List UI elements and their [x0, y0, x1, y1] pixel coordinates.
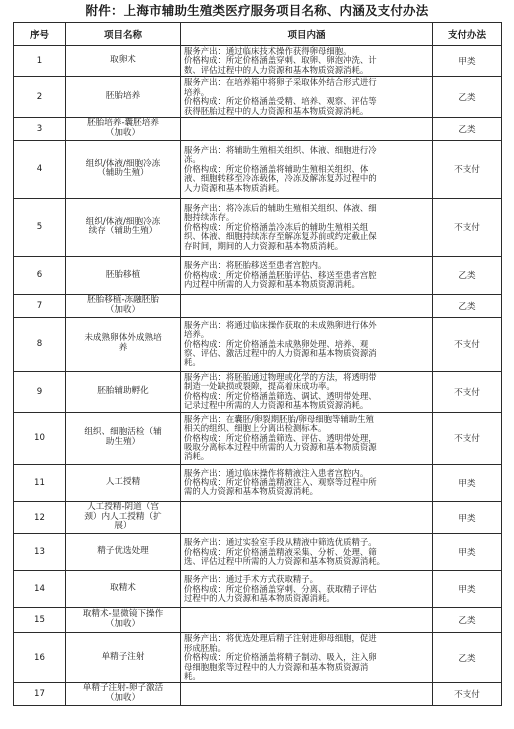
description-line: 服务产出：将辅助生殖相关组织、体液、细胞进行冷 [184, 144, 377, 155]
description-line: 服务产出：通过临床操作将精液注入患者宫腔内。 [184, 467, 369, 478]
item-name [66, 256, 181, 294]
table-row [14, 46, 502, 77]
description-line: 耗。 [184, 357, 201, 368]
description-line: 耗。 [184, 670, 201, 681]
description-line: 服务产出：将胚胎移送至患者宫腔内。 [184, 260, 327, 271]
item-name-line: （加收） [105, 304, 141, 315]
table-row [14, 683, 502, 706]
item-description [181, 256, 433, 294]
item-name [66, 571, 181, 608]
table-row [14, 608, 502, 633]
table-row [14, 633, 502, 683]
item-description [181, 501, 433, 534]
table-row [14, 464, 502, 501]
item-name [66, 118, 181, 141]
description-line: 服务产出：将冷冻后的辅助生殖相关组织、体液、细 [184, 202, 377, 213]
item-description [181, 46, 433, 77]
payment-method: 甲类 [433, 571, 502, 608]
item-name [66, 140, 181, 198]
item-name [66, 294, 181, 317]
row-number: 3 [14, 118, 66, 141]
table-row [14, 198, 502, 256]
row-number: 10 [14, 412, 66, 464]
description-line: 制造一处缺损或裂隙，提高着床成功率。 [184, 381, 335, 392]
description-line: 吸取分离标本过程中所需的人力资源和基本物质资源 [184, 441, 377, 452]
description-line: 服务产出：在培养箱中将卵子采取体外结合形式进行 [184, 77, 377, 88]
payment-method: 不支付 [433, 412, 502, 464]
item-name [66, 683, 181, 706]
item-name-line: （加收） [105, 619, 141, 630]
description-line: 价格构成：所定价格涵盖受精、培养、观察、评估等 [184, 96, 377, 107]
item-name-line: 展） [114, 521, 132, 532]
item-description [181, 317, 433, 371]
description-line: 服务产出：将胚胎通过物理或化学的方法，将透明带 [184, 371, 377, 382]
row-number: 1 [14, 46, 66, 77]
item-name-line: 组织、细胞活检（辅 [84, 427, 162, 438]
description-line: 选、评估过程中所需的人力资源和基本物质资源消耗。 [184, 556, 385, 567]
description-line: 价格构成：所定价格涵盖精液注入、观察等过程中所 [184, 477, 377, 488]
payment-method: 乙类 [433, 77, 502, 118]
header-pay: 支付办法 [433, 23, 502, 46]
row-number: 2 [14, 77, 66, 118]
item-name-line: 胚胎辅助孵化 [97, 385, 149, 396]
description-line: 液、细胞转移至冷冻载体，冷冻及解冻复苏过程中的 [184, 173, 377, 184]
item-name-line: 养 [118, 343, 128, 354]
payment-method: 乙类 [433, 608, 502, 633]
item-name-line: 取卵术 [110, 55, 136, 66]
description-line: 价格构成：所定价格涵盖穿刺、取卵、卵泡冲洗、计 [184, 55, 377, 66]
row-number: 7 [14, 294, 66, 317]
payment-method: 不支付 [433, 198, 502, 256]
description-line: 服务产出：通过实验室手段从精液中筛选优质精子。 [184, 537, 377, 548]
item-description [181, 140, 433, 198]
table-row [14, 77, 502, 118]
description-line: 记录过程中所需的人力资源和基本物质资源消耗。 [184, 400, 369, 411]
item-name-line: 胚胎移植-冻融胚胎 [87, 294, 159, 305]
table-header-row [14, 23, 502, 46]
item-name-line: 续存（辅助生殖） [88, 226, 158, 237]
table-body [14, 46, 502, 706]
payment-method: 乙类 [433, 294, 502, 317]
description-line: 价格构成：所定价格涵盖将精子制动、吸入，注入卵 [184, 652, 377, 663]
header-desc: 项目内涵 [181, 23, 433, 46]
row-number: 13 [14, 534, 66, 571]
table-row [14, 317, 502, 371]
payment-method: 乙类 [433, 633, 502, 683]
table-row [14, 371, 502, 412]
description-line: 价格构成：所定价格涵盖冷冻后的辅助生殖相关组 [184, 221, 369, 232]
item-description [181, 464, 433, 501]
item-name-line: 取精术-显微镜下操作 [82, 609, 164, 620]
item-name-line: 人工授精 [105, 476, 141, 487]
item-description [181, 571, 433, 608]
description-line: 人力资源和基本物质消耗。 [184, 182, 285, 193]
row-number: 9 [14, 371, 66, 412]
row-number: 17 [14, 683, 66, 706]
item-description [181, 118, 433, 141]
row-number: 14 [14, 571, 66, 608]
row-number: 12 [14, 501, 66, 534]
item-name-line: 颈）内人工授精（扩 [84, 511, 162, 522]
item-name-line: 未成熟卵体外成熟培 [84, 333, 162, 344]
item-name [66, 501, 181, 534]
description-line: 母细胞胞浆等过程中的人力资源和基本物质资源消 [184, 661, 369, 672]
item-name [66, 633, 181, 683]
item-description [181, 412, 433, 464]
payment-method: 乙类 [433, 256, 502, 294]
table-row [14, 571, 502, 608]
item-name-line: 组织/体液/细胞冷冻 [85, 158, 161, 169]
description-line: 服务产出：通过手术方式获取精子。 [184, 574, 318, 585]
item-name-line: 单精子注射-卵子激活 [82, 683, 164, 694]
description-line: 胞持续冻存。 [184, 212, 235, 223]
description-line: 服务产出：通过临床技术操作获得卵母细胞。 [184, 46, 352, 56]
payment-method: 不支付 [433, 683, 502, 706]
item-description [181, 294, 433, 317]
item-name [66, 371, 181, 412]
item-description [181, 683, 433, 706]
item-name-line: 精子优选处理 [97, 546, 149, 557]
item-name [66, 608, 181, 633]
item-name [66, 317, 181, 371]
row-number: 16 [14, 633, 66, 683]
header-name: 项目名称 [66, 23, 181, 46]
payment-method: 乙类 [433, 118, 502, 141]
payment-method: 甲类 [433, 464, 502, 501]
description-line: 价格构成：所定价格涵盖穿刺、分离、获取精子评估 [184, 583, 377, 594]
description-line: 内过程中所需的人力资源和基本物质资源消耗。 [184, 279, 360, 290]
description-line: 相关的组织、细胞上分离出检测标本。 [184, 423, 327, 434]
item-description [181, 77, 433, 118]
item-name [66, 46, 181, 77]
item-description [181, 633, 433, 683]
item-name-line: （辅助生殖） [97, 168, 149, 179]
item-description [181, 371, 433, 412]
item-name-line: 胚胎培养 [105, 91, 141, 102]
payment-method: 不支付 [433, 140, 502, 198]
description-line: 价格构成：所定价格涵盖未成熟卵处理、培养、观 [184, 338, 369, 349]
item-name-line: 取精术 [110, 583, 136, 594]
description-line: 冻。 [184, 154, 201, 165]
item-name-line: 胚胎移植 [105, 269, 141, 280]
description-line: 价格构成：所定价格涵盖精液采集、分析、处理、筛 [184, 546, 377, 557]
row-number: 6 [14, 256, 66, 294]
description-line: 服务产出：在囊胚/卵裂期胚胎/卵母细胞等辅助生殖 [184, 413, 374, 424]
description-line: 数、评估过程中的人力资源和基本物质资源消耗。 [184, 64, 369, 75]
item-description [181, 198, 433, 256]
header-no: 序号 [14, 23, 66, 46]
table-row [14, 294, 502, 317]
row-number: 4 [14, 140, 66, 198]
row-number: 5 [14, 198, 66, 256]
description-line: 价格构成：所定价格涵盖筛选、评估、透明带处理， [184, 432, 377, 443]
item-name-line: 胚胎培养-囊胚培养 [87, 118, 159, 129]
item-name-line: 单精子注射 [101, 651, 145, 662]
item-name [66, 534, 181, 571]
item-description [181, 608, 433, 633]
description-line: 价格构成：所定价格涵盖筛选、调试、透明带处理、 [184, 390, 377, 401]
description-line: 服务产出：将优选处理后精子注射进卵母细胞，促进 [184, 633, 377, 644]
table-row [14, 140, 502, 198]
item-name-line: （加收） [105, 128, 141, 139]
item-name [66, 77, 181, 118]
description-line: 培养。 [184, 329, 210, 340]
table-row [14, 412, 502, 464]
document-title: 附件：上海市辅助生殖类医疗服务项目名称、内涵及支付办法 [85, 3, 429, 18]
item-name [66, 412, 181, 464]
item-name [66, 198, 181, 256]
payment-method: 甲类 [433, 46, 502, 77]
description-line: 织、体液、细胞持续冻存至解冻复苏前或约定截止保 [184, 231, 377, 242]
row-number: 8 [14, 317, 66, 371]
row-number: 11 [14, 464, 66, 501]
table-row [14, 256, 502, 294]
item-description [181, 534, 433, 571]
description-line: 消耗。 [184, 451, 210, 462]
description-line: 服务产出：将通过临床操作获取的未成熟卵进行体外 [184, 319, 377, 330]
table-row [14, 118, 502, 141]
description-line: 需的人力资源和基本物质资源消耗。 [184, 486, 318, 497]
description-line: 获得胚胎过程中的人力资源和基本物质资源消耗。 [184, 105, 369, 116]
description-line: 培养。 [184, 86, 210, 97]
table-row [14, 501, 502, 534]
table-row [14, 534, 502, 571]
row-number: 15 [14, 608, 66, 633]
item-name-line: 组织/体液/细胞冷冻 [85, 216, 161, 227]
payment-method: 不支付 [433, 371, 502, 412]
description-line: 察、评估、激活过程中的人力资源和基本物质资源消 [184, 347, 377, 358]
description-line: 存时间，期间的人力资源和基本物质消耗。 [184, 240, 344, 251]
description-line: 形成胚胎。 [184, 642, 226, 653]
item-name-line: 人工授精-阴道（宫 [87, 501, 159, 512]
description-line: 过程中的人力资源和基本物质资源消耗。 [184, 593, 335, 604]
service-items-table [13, 22, 502, 706]
description-line: 价格构成：所定价格涵盖胚胎评估、移送至患者宫腔 [184, 269, 377, 280]
description-line: 价格构成：所定价格涵盖将辅助生殖相关组织、体 [184, 163, 369, 174]
item-name-line: 助生殖） [105, 437, 141, 448]
item-name [66, 464, 181, 501]
item-name-line: （加收） [105, 693, 141, 704]
payment-method: 甲类 [433, 534, 502, 571]
payment-method: 甲类 [433, 501, 502, 534]
payment-method: 不支付 [433, 317, 502, 371]
